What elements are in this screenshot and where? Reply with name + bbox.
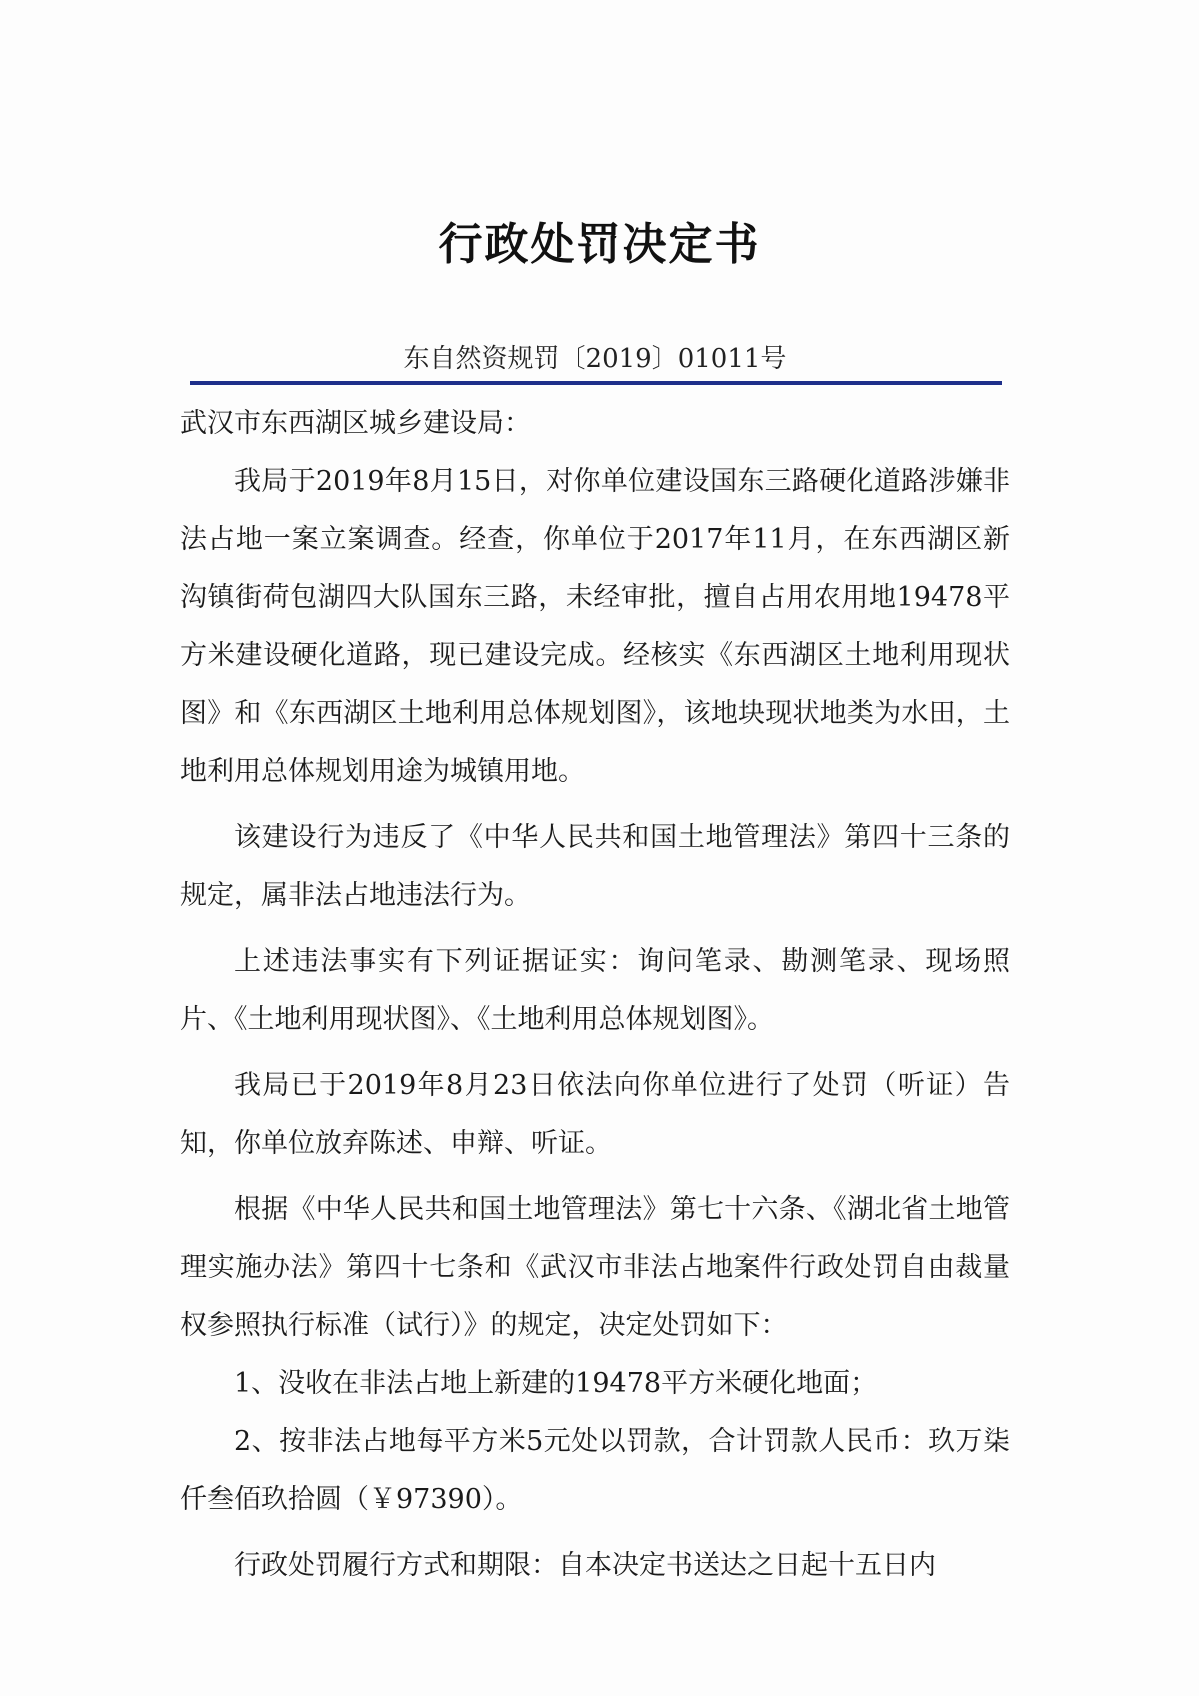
paragraph-evidence: 上述违法事实有下列证据证实：询问笔录、勘测笔录、现场照片、《土地利用现状图》、《土地利用总体规划图》。 (180, 946, 1010, 1035)
document-number: 东自然资规罚〔2019〕01011号 (403, 344, 787, 374)
paragraph-notice: 我局已于2019年8月23日依法向你单位进行了处罚（听证）告知，你单位放弃陈述、申辩、听证。 (180, 1070, 1010, 1159)
paragraph-facts: 我局于2019年8月15日，对你单位建设国东三路硬化道路涉嫌非法占地一案立案调查。经查，你单位于2017年11月，在东西湖区新沟镇街荷包湖四大队国东三路，未经审批，擅自占用农用地19478平方米建设硬化道路，现已建设完成。经核实《东西湖区土地利用现状图》和《东西湖区土地利用总体规划图》，该地块现状地类为水田，土地利用总体规划用途为城镇用地。 (180, 466, 1010, 787)
document-body (180, 395, 1010, 1595)
document-title: 行政处罚决定书 (438, 219, 761, 270)
paragraph-basis: 根据《中华人民共和国土地管理法》第七十六条、《湖北省土地管理实施办法》第四十七条和《武汉市非法占地案件行政处罚自由裁量权参照执行标准（试行）》的规定，决定处罚如下： (180, 1194, 1010, 1341)
paragraph-violation: 该建设行为违反了《中华人民共和国土地管理法》第四十三条的规定，属非法占地违法行为。 (180, 822, 1010, 911)
penalty-item-2: 2、按非法占地每平方米5元处以罚款，合计罚款人民币：玖万柒仟叁佰玖拾圆（￥97390）。 (180, 1426, 1010, 1515)
paragraph-closing: 行政处罚履行方式和期限：自本决定书送达之日起十五日内 (234, 1550, 936, 1581)
header-divider (190, 381, 1002, 385)
addressee: 武汉市东西湖区城乡建设局： (180, 408, 531, 439)
penalty-item-1: 1、没收在非法占地上新建的19478平方米硬化地面； (234, 1368, 878, 1399)
